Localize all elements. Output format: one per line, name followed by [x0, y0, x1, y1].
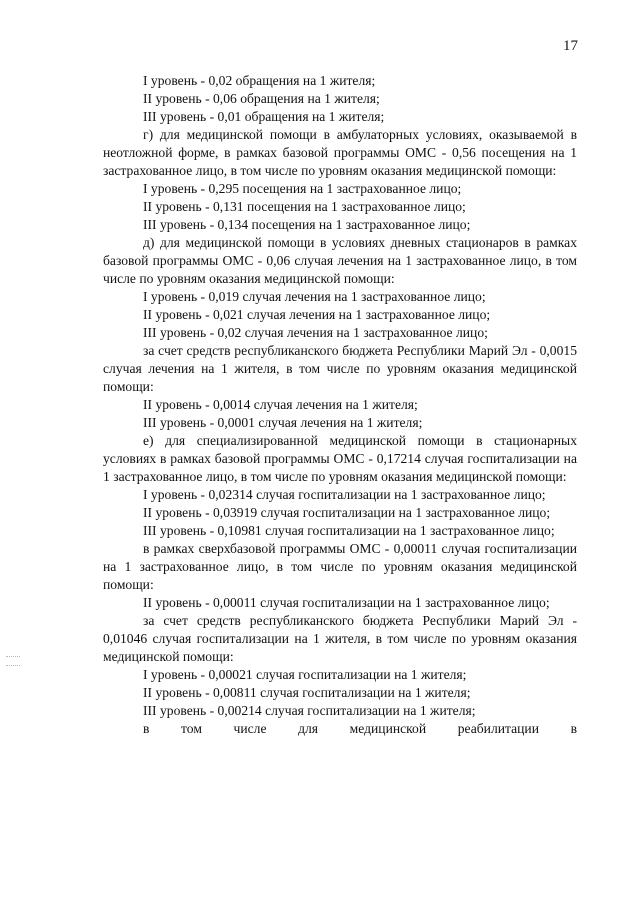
list-item: II уровень - 0,0014 случая лечения на 1 жителя;: [143, 397, 418, 412]
list-item: II уровень - 0,06 обращения на 1 жителя;: [143, 91, 380, 106]
document-body: [103, 72, 577, 738]
list-item: I уровень - 0,019 случая лечения на 1 застрахованное лицо;: [143, 289, 486, 304]
list-item: II уровень - 0,00811 случая госпитализации на 1 жителя;: [143, 685, 471, 700]
page-number: 17: [563, 38, 578, 54]
paragraph: за счет средств республиканского бюджета Республики Марий Эл - 0,0015 случая лечения на 1 жителя, в том числе по уровням оказания медицинской помощи:: [103, 343, 577, 394]
paragraph: в том числе для медицинской реабилитации в: [143, 721, 577, 736]
paragraph: за счет средств республиканского бюджета Республики Марий Эл - 0,01046 случая госпитализации на 1 жителя, в том числе по уровням оказания медицинской помощи:: [103, 613, 577, 664]
list-item: I уровень - 0,295 посещения на 1 застрахованное лицо;: [143, 181, 462, 196]
margin-scan-mark: [6, 656, 20, 666]
paragraph: II уровень - 0,00011 случая госпитализации на 1 застрахованное лицо;: [143, 595, 550, 610]
list-item: III уровень - 0,134 посещения на 1 застрахованное лицо;: [143, 217, 471, 232]
paragraph: в рамках сверхбазовой программы ОМС - 0,00011 случая госпитализации на 1 застрахованное лицо, в том числе по уровням оказания медицинской помощи:: [103, 541, 577, 592]
list-item: III уровень - 0,00214 случая госпитализации на 1 жителя;: [143, 703, 476, 718]
list-item: III уровень - 0,0001 случая лечения на 1 жителя;: [143, 415, 423, 430]
paragraph: е) для специализированной медицинской помощи в стационарных условиях в рамках базовой программы ОМС - 0,17214 случая госпитализации на 1 застрахованное лицо, в том числе по уровням оказания медицинской помощи:: [103, 433, 577, 484]
paragraph: II уровень - 0,03919 случая госпитализации на 1 застрахованное лицо;: [143, 505, 551, 520]
paragraph: д) для медицинской помощи в условиях дневных стационаров в рамках базовой программы ОМС - 0,06 случая лечения на 1 застрахованное лицо, в том числе по уровням оказания медицинской помощи:: [103, 235, 577, 286]
paragraph: III уровень - 0,10981 случая госпитализации на 1 застрахованное лицо;: [143, 523, 555, 538]
list-item: II уровень - 0,131 посещения на 1 застрахованное лицо;: [143, 199, 466, 214]
paragraph: г) для медицинской помощи в амбулаторных условиях, оказываемой в неотложной форме, в рамках базовой программы ОМС - 0,56 посещения на 1 застрахованное лицо, в том числе по уровням оказания медицинской помощи:: [103, 127, 577, 178]
list-item: III уровень - 0,02 случая лечения на 1 застрахованное лицо;: [143, 325, 488, 340]
list-item: I уровень - 0,00021 случая госпитализации на 1 жителя;: [143, 667, 467, 682]
list-item: I уровень - 0,02 обращения на 1 жителя;: [143, 73, 376, 88]
paragraph: I уровень - 0,02314 случая госпитализации на 1 застрахованное лицо;: [143, 487, 546, 502]
list-item: II уровень - 0,021 случая лечения на 1 застрахованное лицо;: [143, 307, 491, 322]
list-item: III уровень - 0,01 обращения на 1 жителя;: [143, 109, 385, 124]
